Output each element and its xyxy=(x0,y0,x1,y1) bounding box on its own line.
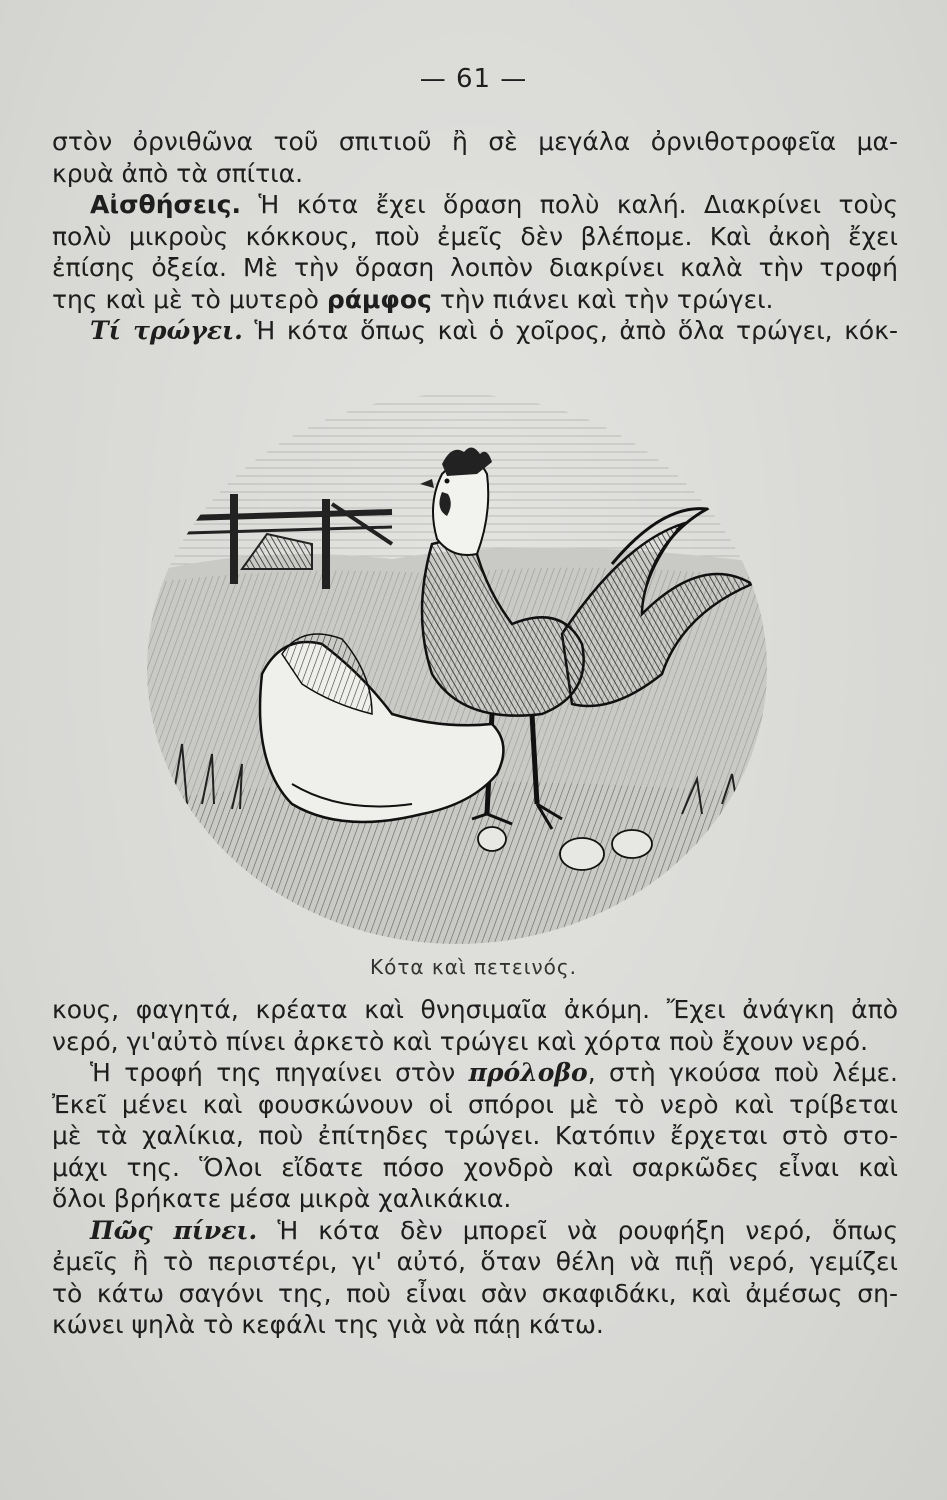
text-line: κους, φαγητά, κρέατα καὶ θνησιμαῖα ἀκόμη. Ἔχει ἀνάγκη ἀπὸ xyxy=(52,995,898,1024)
section-heading-senses: Αἰσθήσεις. xyxy=(90,190,241,219)
text-run: Ἡ κότα δὲν μπορεῖ νὰ ρουφήξη νερό, ὅπως xyxy=(257,1215,898,1245)
text-line: ἐπίσης ὀξεία. Μὲ τὴν ὅραση λοιπὸν διακρίνει καλὰ τὴν τροφή xyxy=(52,253,898,282)
rooster-and-hen-icon xyxy=(142,384,772,954)
text-line: μάχι της. Ὅλοι εἴδατε πόσο χονδρὸ καὶ σαρκῶδες εἶναι καὶ xyxy=(52,1152,898,1182)
text-run: Ἡ κότα ὅπως καὶ ὁ χοῖρος, ἀπὸ ὅλα τρώγει, κόκ- xyxy=(242,316,898,345)
figure-caption: Κότα καὶ πετεινός. xyxy=(369,955,577,979)
text-line: στὸν ὀρνιθῶνα τοῦ σπιτιοῦ ἢ σὲ μεγάλα ὀρνιθοτροφεῖα μα- xyxy=(52,127,898,156)
text-line: κρυὰ ἀπὸ τὰ σπίτια. xyxy=(52,158,304,188)
text-line: πολὺ μικροὺς κόκκους, ποὺ ἐμεῖς δὲν βλέπομε. Καὶ ἀκοὴ ἔχει xyxy=(52,221,898,251)
text-line: νερό, γι'αὐτὸ πίνει ἀρκετὸ καὶ τρώγει καὶ χόρτα ποὺ ἔχουν νερό. xyxy=(52,1026,869,1056)
text-run: Ἡ κότα ἔχει ὅραση πολὺ καλή. Διακρίνει τοὺς xyxy=(240,190,898,219)
paragraph-crop xyxy=(52,1057,898,1089)
text-line xyxy=(52,284,898,316)
text-line: ὅλοι βρήκατε μέσα μικρὰ χαλικάκια. xyxy=(52,1184,512,1213)
top-text-block xyxy=(52,126,898,347)
text-line: ἐμεῖς ἢ τὸ περιστέρι, γι' αὐτό, ὅταν θέλη νὰ πιῇ νερό, γεμίζει xyxy=(52,1247,898,1276)
bold-term-beak: ράμφος xyxy=(326,284,432,314)
paragraph-senses xyxy=(52,189,898,221)
text-run: , στὴ γκούσα ποὺ λέμε. xyxy=(587,1058,898,1087)
text-run: Ἡ τροφή της πηγαίνει στὸν xyxy=(90,1058,469,1087)
italic-term-crop: πρόλοβο xyxy=(468,1058,588,1087)
section-heading-what-it-eats: Τί τρώγει. xyxy=(90,316,243,345)
text-line: Ἐκεῖ μένει καὶ φουσκώνουν οἱ σπόροι μὲ τὸ νερὸ καὶ τρίβεται xyxy=(52,1089,898,1119)
paragraph-how-it-drinks xyxy=(52,1215,898,1247)
text-run: τὴν πιάνει καὶ τὴν τρώγει. xyxy=(431,284,774,314)
text-line: μὲ τὰ χαλίκια, ποὺ ἐπίτηδες τρώγει. Κατόπιν ἔρχεται στὸ στο- xyxy=(52,1121,898,1150)
paragraph-what-it-eats xyxy=(52,315,898,347)
section-heading-how-it-drinks: Πῶς πίνει. xyxy=(90,1215,258,1245)
bottom-text-block xyxy=(52,994,898,1341)
text-run: της καὶ μὲ τὸ μυτερὸ xyxy=(52,284,327,314)
text-line: κώνει ψηλὰ τὸ κεφάλι της γιὰ νὰ πάῃ κάτω. xyxy=(52,1310,604,1339)
page-number: — 61 — xyxy=(419,64,528,94)
text-line: τὸ κάτω σαγόνι της, ποὺ εἶναι σὰν σκαφιδάκι, καὶ ἀμέσως ση- xyxy=(52,1278,898,1308)
